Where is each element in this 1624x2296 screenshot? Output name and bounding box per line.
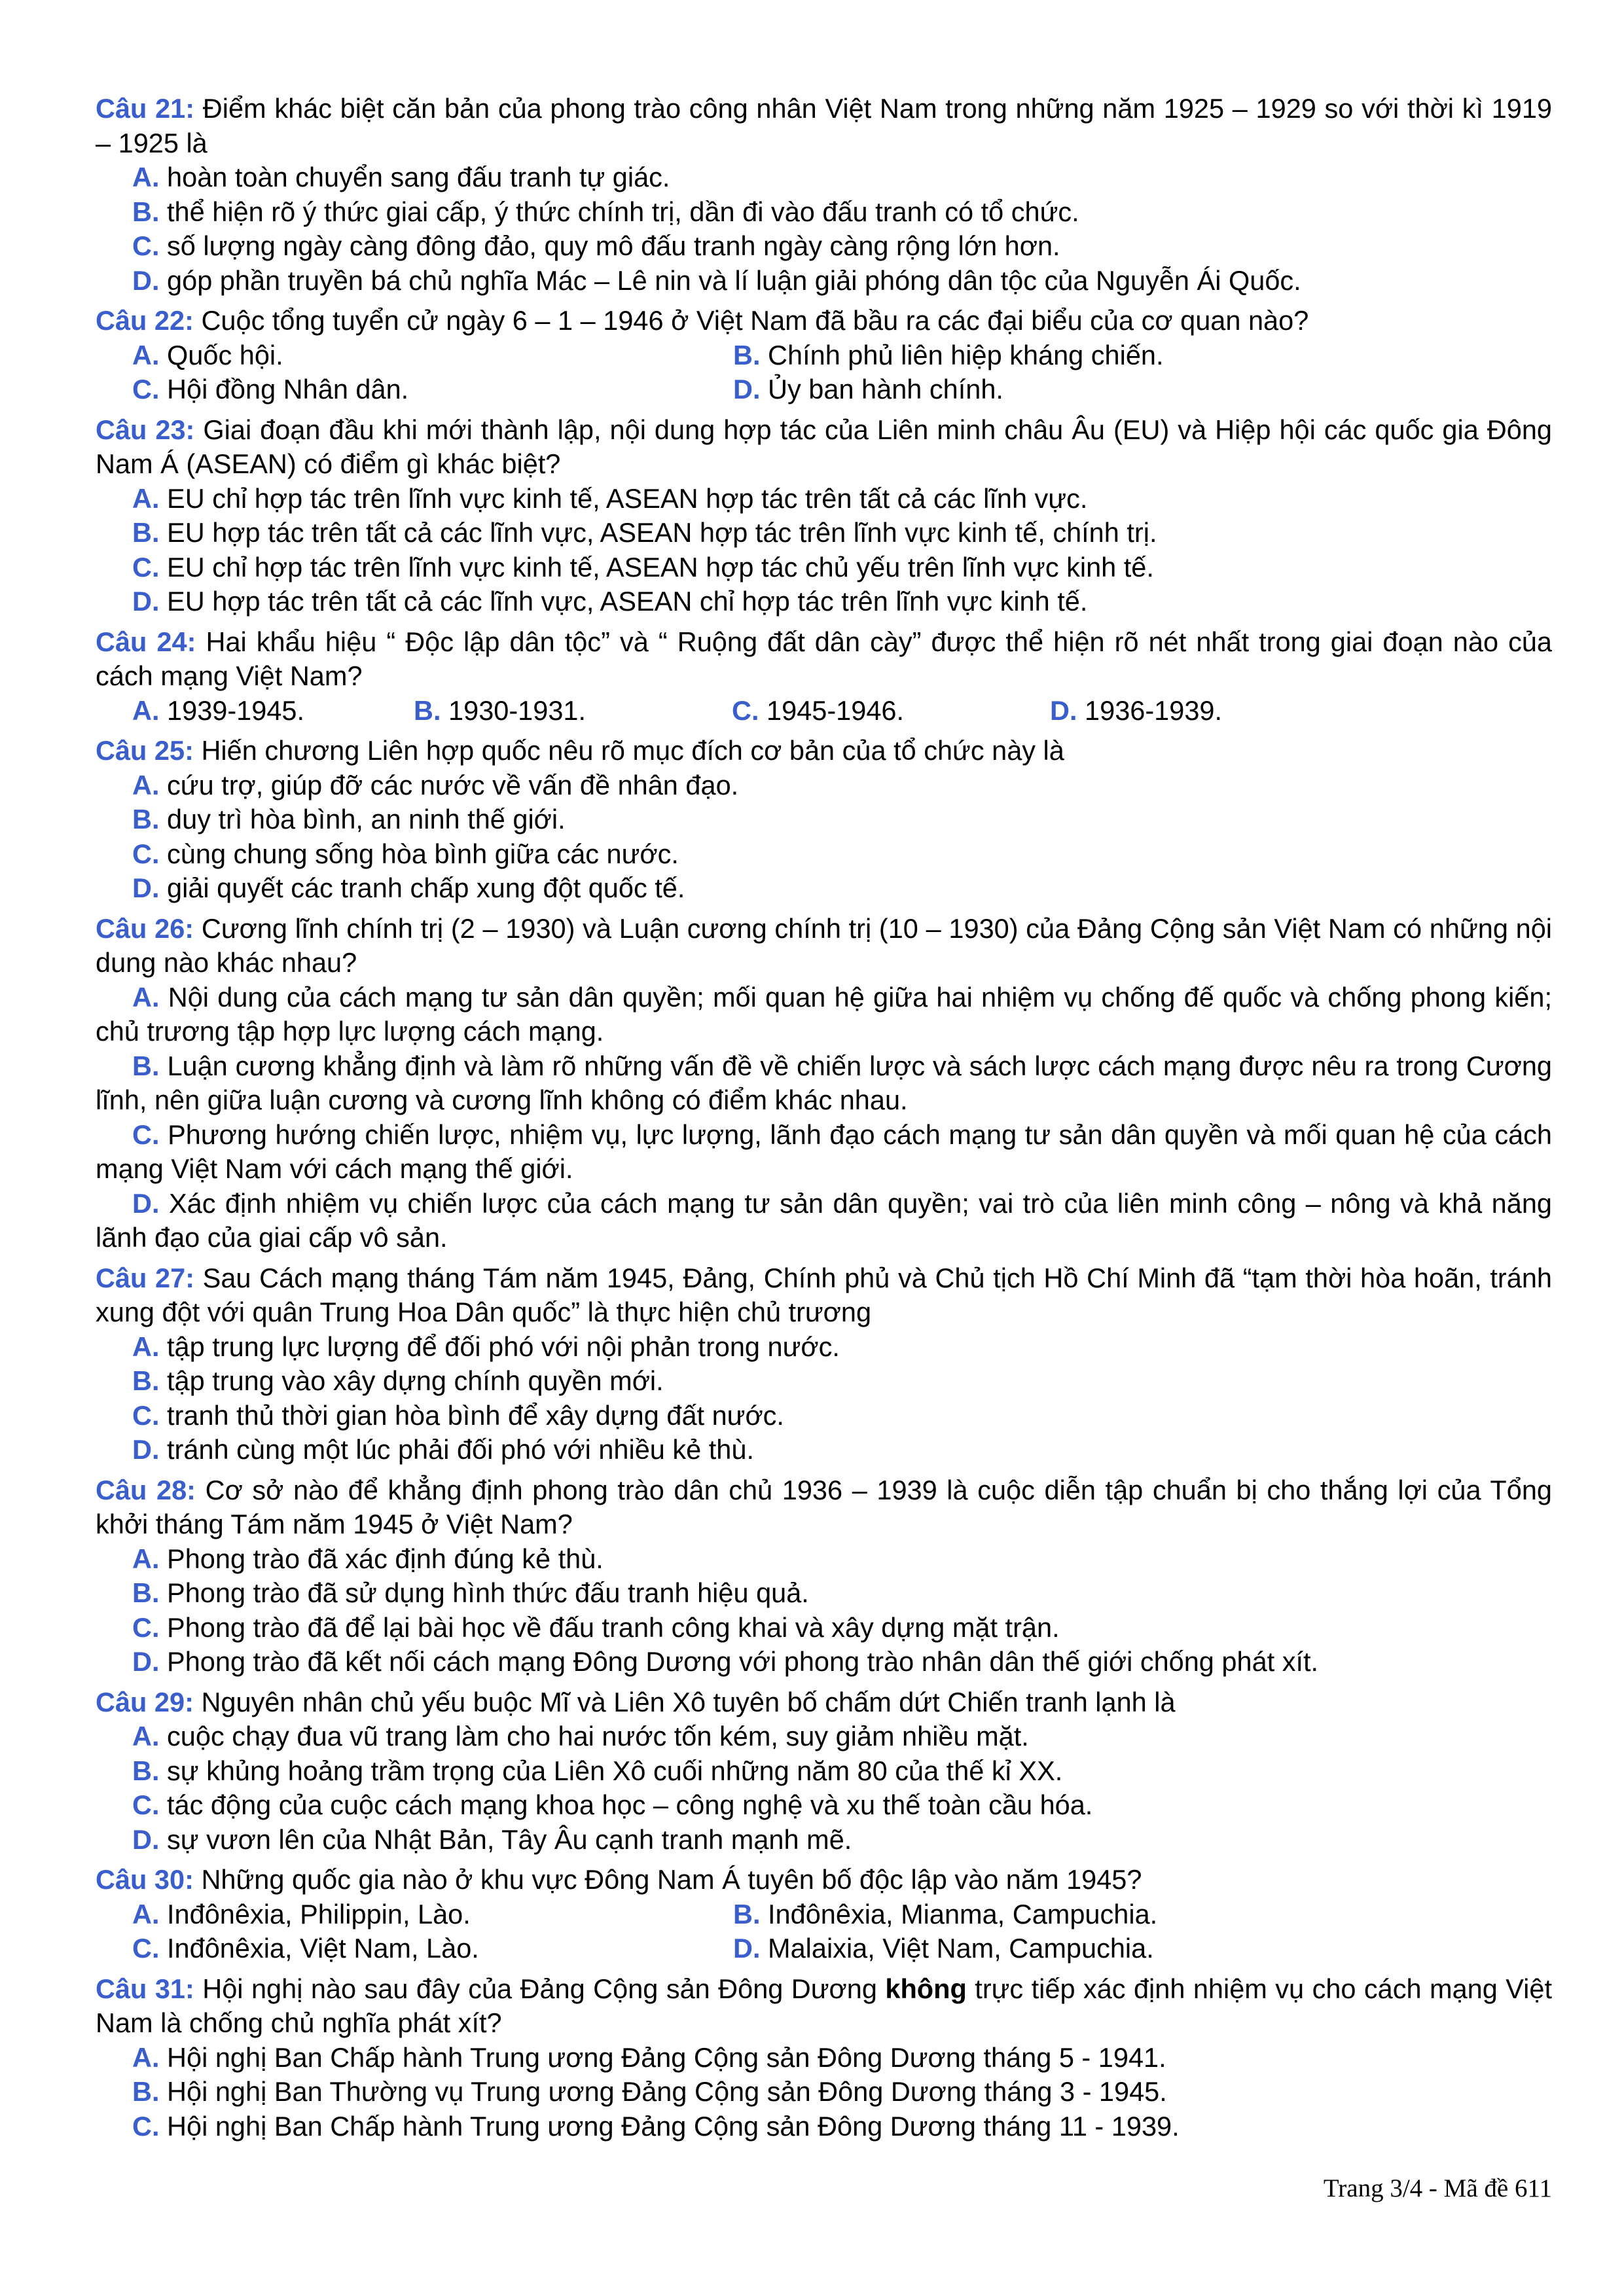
question-26 xyxy=(96,912,1552,1255)
question-number: Câu 31: xyxy=(96,1973,194,2004)
option-letter: B. xyxy=(132,2076,160,2107)
option-a xyxy=(96,694,414,728)
question-text: Hiến chương Liên hợp quốc nêu rõ mục đích cơ bản của tổ chức này là xyxy=(201,735,1064,766)
page-footer: Trang 3/4 - Mã đề 611 xyxy=(1323,2174,1552,2202)
option-b xyxy=(733,1897,1371,1932)
option-b xyxy=(96,1576,1552,1611)
option-b xyxy=(96,1364,1552,1399)
option-b xyxy=(414,694,732,728)
option-text: thể hiện rõ ý thức giai cấp, ý thức chính trị, dần đi vào đấu tranh có tổ chức. xyxy=(167,196,1079,227)
option-letter: D. xyxy=(733,374,761,404)
question-text: Sau Cách mạng tháng Tám năm 1945, Đảng, Chính phủ và Chủ tịch Hồ Chí Minh đã “tạm thời hòa hoãn, tránh xung đột với quân Trung Hoa Dân quốc” là thực hiện chủ trương xyxy=(96,1262,1552,1327)
emphasis-keyword: không xyxy=(885,1973,967,2004)
question-stem xyxy=(96,625,1552,694)
option-text: 1936-1939. xyxy=(1085,694,1223,726)
question-number: Câu 30: xyxy=(96,1864,194,1895)
option-text: Quốc hội. xyxy=(167,339,283,370)
option-a xyxy=(96,482,1552,516)
option-text: tác động của cuộc cách mạng khoa học – công nghệ và xu thế toàn cầu hóa. xyxy=(167,1789,1093,1820)
option-letter: C. xyxy=(132,230,160,261)
option-text: Hội đồng Nhân dân. xyxy=(167,374,409,404)
option-letter: C. xyxy=(132,838,160,869)
option-letter: B. xyxy=(132,804,160,834)
option-text: EU chỉ hợp tác trên lĩnh vực kinh tế, ASEAN hợp tác chủ yếu trên lĩnh vực kinh tế. xyxy=(167,551,1154,583)
option-b xyxy=(96,516,1552,550)
question-21 xyxy=(96,92,1552,298)
option-a xyxy=(96,1542,1552,1577)
option-text: Nội dung của cách mạng tư sản dân quyền; mối quan hệ giữa hai nhiệm vụ chống đế quốc và chống phong kiến; chủ trương tập hợp lực lượng cách mạng. xyxy=(96,981,1552,1047)
option-c xyxy=(96,1118,1552,1187)
question-number: Câu 26: xyxy=(96,912,194,944)
question-stem xyxy=(96,1261,1552,1330)
option-letter: D. xyxy=(1050,694,1077,726)
option-letter: D. xyxy=(132,1187,160,1219)
option-c xyxy=(96,550,1552,585)
option-text: sự vươn lên của Nhật Bản, Tây Âu cạnh tranh mạnh mẽ. xyxy=(167,1823,852,1855)
option-text: Phong trào đã để lại bài học về đấu tranh công khai và xây dựng mặt trận. xyxy=(167,1611,1060,1643)
option-letter: B. xyxy=(132,517,160,548)
option-text: góp phần truyền bá chủ nghĩa Mác – Lê nin và lí luận giải phóng dân tộc của Nguyễn Ái Quốc. xyxy=(167,264,1301,296)
question-text: Cương lĩnh chính trị (2 – 1930) và Luận cương chính trị (10 – 1930) của Đảng Cộng sản Việt Nam có những nội dung nào khác nhau? xyxy=(96,912,1552,978)
option-a xyxy=(96,1719,1552,1754)
option-letter: A. xyxy=(132,339,160,370)
option-text: Hội nghị Ban Thường vụ Trung ương Đảng Cộng sản Đông Dương tháng 3 - 1945. xyxy=(167,2076,1167,2107)
question-stem xyxy=(96,1863,1552,1897)
option-letter: D. xyxy=(132,872,160,903)
option-c xyxy=(96,837,1552,872)
option-b xyxy=(733,338,1371,373)
option-letter: C. xyxy=(132,1119,160,1150)
option-letter: D. xyxy=(132,1434,160,1465)
option-letter: D. xyxy=(132,264,160,296)
question-28 xyxy=(96,1473,1552,1679)
question-stem xyxy=(96,1972,1552,2041)
option-text: Inđônêxia, Mianma, Campuchia. xyxy=(768,1898,1158,1929)
option-text: 1939-1945. xyxy=(167,694,305,726)
option-d xyxy=(96,1645,1552,1679)
option-letter: A. xyxy=(132,769,160,800)
option-letter: C. xyxy=(132,551,160,583)
option-text: tập trung vào xây dựng chính quyền mới. xyxy=(167,1365,664,1396)
question-text: Giai đoạn đầu khi mới thành lập, nội dung hợp tác của Liên minh châu Âu (EU) và Hiệp hội các quốc gia Đông Nam Á (ASEAN) có điểm gì khác biệt? xyxy=(96,414,1552,479)
option-text: Phong trào đã kết nối cách mạng Đông Dương với phong trào nhân dân thế giới chống phát xít. xyxy=(167,1646,1319,1677)
question-29 xyxy=(96,1685,1552,1857)
question-23 xyxy=(96,413,1552,619)
option-a xyxy=(96,2041,1552,2075)
option-c xyxy=(96,372,733,407)
option-b xyxy=(96,195,1552,230)
option-letter: A. xyxy=(132,162,160,192)
option-a xyxy=(96,160,1552,195)
option-a xyxy=(96,1897,733,1932)
option-text: Inđônêxia, Việt Nam, Lào. xyxy=(167,1933,479,1964)
option-text: Phương hướng chiến lược, nhiệm vụ, lực lượng, lãnh đạo cách mạng tư sản dân quyền và mối quan hệ của cách mạng Việt Nam với cách mạng thế giới. xyxy=(96,1119,1552,1184)
option-letter: C. xyxy=(132,374,160,404)
option-letter: D. xyxy=(733,1933,761,1964)
option-a xyxy=(96,1330,1552,1365)
question-number: Câu 24: xyxy=(96,626,196,657)
option-b xyxy=(96,1049,1552,1118)
option-d xyxy=(96,1823,1552,1857)
question-number: Câu 25: xyxy=(96,735,194,766)
option-a xyxy=(96,338,733,373)
option-a xyxy=(96,980,1552,1049)
option-d xyxy=(733,1931,1371,1966)
option-text: hoàn toàn chuyển sang đấu tranh tự giác. xyxy=(167,162,670,192)
option-text: cùng chung sống hòa bình giữa các nước. xyxy=(167,838,679,869)
question-number: Câu 28: xyxy=(96,1474,196,1505)
option-d xyxy=(96,1433,1552,1467)
option-text: cuộc chạy đua vũ trang làm cho hai nước tốn kém, suy giảm nhiều mặt. xyxy=(167,1721,1029,1751)
option-letter: A. xyxy=(132,482,160,514)
option-letter: A. xyxy=(132,1721,160,1751)
option-d xyxy=(1050,694,1368,728)
option-letter: A. xyxy=(132,981,160,1013)
question-stem xyxy=(96,92,1552,160)
question-text: Cuộc tổng tuyển cử ngày 6 – 1 – 1946 ở Việt Nam đã bầu ra các đại biểu của cơ quan nào? xyxy=(201,305,1309,336)
option-letter: B. xyxy=(132,196,160,227)
question-stem xyxy=(96,1473,1552,1542)
question-text-rest: trực tiếp xác định nhiệm vụ cho cách mạng Việt Nam là chống chủ nghĩa phát xít? xyxy=(96,1973,1553,2038)
option-letter: C. xyxy=(132,1611,160,1643)
option-letter: B. xyxy=(132,1050,160,1081)
question-31 xyxy=(96,1972,1552,2144)
option-d xyxy=(733,372,1371,407)
option-d xyxy=(96,584,1552,619)
option-b xyxy=(96,2075,1552,2109)
question-30 xyxy=(96,1863,1552,1966)
option-d xyxy=(96,1187,1552,1255)
option-c xyxy=(96,1399,1552,1433)
option-letter: C. xyxy=(132,1789,160,1820)
question-number: Câu 27: xyxy=(96,1262,195,1293)
option-text: giải quyết các tranh chấp xung đột quốc tế. xyxy=(167,872,685,903)
option-letter: C. xyxy=(132,2110,160,2142)
option-text: Phong trào đã xác định đúng kẻ thù. xyxy=(167,1543,604,1574)
option-text: sự khủng hoảng trầm trọng của Liên Xô cuối những năm 80 của thế kỉ XX. xyxy=(167,1755,1063,1786)
option-text: Inđônêxia, Philippin, Lào. xyxy=(167,1898,471,1929)
question-text: Điểm khác biệt căn bản của phong trào công nhân Việt Nam trong những năm 1925 – 1929 so với thời kì 1919 – 1925 là xyxy=(96,93,1552,158)
question-stem xyxy=(96,912,1552,980)
option-text: EU hợp tác trên tất cả các lĩnh vực, ASEAN hợp tác trên lĩnh vực kinh tế, chính trị. xyxy=(167,517,1157,548)
option-letter: B. xyxy=(132,1755,160,1786)
option-c xyxy=(96,1788,1552,1823)
option-text: Hội nghị Ban Chấp hành Trung ương Đảng Cộng sản Đông Dương tháng 5 - 1941. xyxy=(167,2041,1166,2073)
question-number: Câu 29: xyxy=(96,1686,194,1717)
question-number: Câu 22: xyxy=(96,305,194,336)
question-22 xyxy=(96,304,1552,407)
option-letter: B. xyxy=(132,1365,160,1396)
option-letter: B. xyxy=(733,339,761,370)
option-c xyxy=(96,1931,733,1966)
option-letter: D. xyxy=(132,1646,160,1677)
option-b xyxy=(96,802,1552,837)
question-number: Câu 23: xyxy=(96,414,195,445)
option-a xyxy=(96,768,1552,803)
option-text: 1945-1946. xyxy=(767,694,905,726)
option-text: tranh thủ thời gian hòa bình để xây dựng đất nước. xyxy=(167,1399,784,1431)
question-text: Hai khẩu hiệu “ Độc lập dân tộc” và “ Ruộng đất dân cày” được thể hiện rõ nét nhất trong giai đoạn nào của cách mạng Việt Nam? xyxy=(96,626,1552,691)
option-letter: C. xyxy=(132,1399,160,1431)
option-letter: B. xyxy=(132,1577,160,1608)
option-letter: A. xyxy=(132,2041,160,2073)
option-text: 1930-1931. xyxy=(448,694,586,726)
option-letter: C. xyxy=(132,1933,160,1964)
option-letter: B. xyxy=(733,1898,761,1929)
question-number: Câu 21: xyxy=(96,93,195,124)
option-letter: C. xyxy=(732,694,759,726)
question-text: Những quốc gia nào ở khu vực Đông Nam Á tuyên bố độc lập vào năm 1945? xyxy=(201,1864,1142,1895)
option-text: EU hợp tác trên tất cả các lĩnh vực, ASEAN chỉ hợp tác trên lĩnh vực kinh tế. xyxy=(167,586,1088,617)
option-text: cứu trợ, giúp đỡ các nước về vấn đề nhân đạo. xyxy=(167,769,739,800)
option-text: Chính phủ liên hiệp kháng chiến. xyxy=(768,339,1164,370)
option-text: tránh cùng một lúc phải đối phó với nhiều kẻ thù. xyxy=(167,1434,755,1465)
option-text: duy trì hòa bình, an ninh thế giới. xyxy=(167,804,566,834)
option-text: Hội nghị Ban Chấp hành Trung ương Đảng Cộng sản Đông Dương tháng 11 - 1939. xyxy=(167,2110,1180,2142)
option-letter: A. xyxy=(132,1331,160,1362)
option-text: Xác định nhiệm vụ chiến lược của cách mạng tư sản dân quyền; vai trò của liên minh công – nông và khả năng lãnh đạo của giai cấp vô sản. xyxy=(96,1187,1553,1253)
option-letter: D. xyxy=(132,1823,160,1855)
option-text: Luận cương khẳng định và làm rõ những vấn đề về chiến lược và sách lược cách mạng được nêu ra trong Cương lĩnh, nên giữa luận cương và cương lĩnh không có điểm khác nhau. xyxy=(96,1050,1552,1115)
option-letter: A. xyxy=(132,1898,160,1929)
option-d xyxy=(96,871,1552,906)
option-letter: A. xyxy=(132,1543,160,1574)
question-27 xyxy=(96,1261,1552,1467)
option-text: Malaixia, Việt Nam, Campuchia. xyxy=(768,1933,1154,1964)
option-text: Phong trào đã sử dụng hình thức đấu tranh hiệu quả. xyxy=(167,1577,809,1608)
option-text: tập trung lực lượng để đối phó với nội phản trong nước. xyxy=(167,1331,840,1362)
option-c xyxy=(96,2109,1552,2144)
question-stem xyxy=(96,304,1552,338)
option-c xyxy=(96,229,1552,264)
option-letter: A. xyxy=(132,694,160,726)
option-c xyxy=(96,1611,1552,1645)
question-25 xyxy=(96,734,1552,906)
option-c xyxy=(732,694,1050,728)
option-text: số lượng ngày càng đông đảo, quy mô đấu tranh ngày càng rộng lớn hơn. xyxy=(167,230,1060,261)
option-text: EU chỉ hợp tác trên lĩnh vực kinh tế, ASEAN hợp tác trên tất cả các lĩnh vực. xyxy=(167,482,1088,514)
question-text: Cơ sở nào để khẳng định phong trào dân chủ 1936 – 1939 là cuộc diễn tập chuẩn bị cho thắng lợi của Tổng khởi tháng Tám năm 1945 ở Việt Nam? xyxy=(96,1474,1552,1539)
question-stem xyxy=(96,734,1552,768)
option-b xyxy=(96,1754,1552,1789)
option-d xyxy=(96,264,1552,298)
question-stem xyxy=(96,413,1552,482)
question-24 xyxy=(96,625,1552,728)
question-text: Hội nghị nào sau đây của Đảng Cộng sản Đông Dương xyxy=(202,1973,877,2004)
option-text: Ủy ban hành chính. xyxy=(768,374,1003,404)
question-stem xyxy=(96,1685,1552,1720)
question-text: Nguyên nhân chủ yếu buộc Mĩ và Liên Xô tuyên bố chấm dứt Chiến tranh lạnh là xyxy=(201,1686,1176,1717)
option-letter: D. xyxy=(132,586,160,617)
option-letter: B. xyxy=(414,694,441,726)
